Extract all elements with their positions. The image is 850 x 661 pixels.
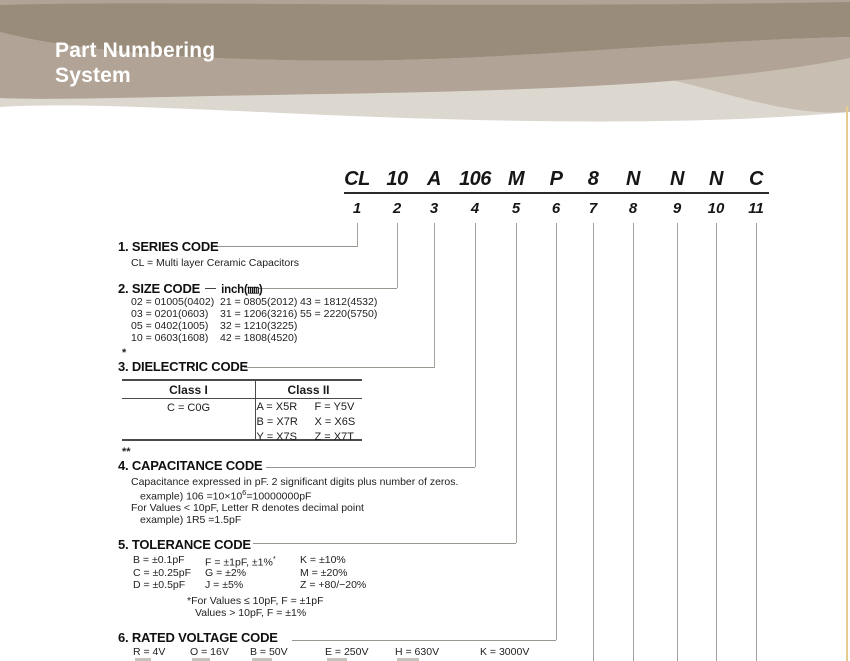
tolerance-entry: D = ±0.5pF <box>133 579 186 591</box>
part-code-8: N <box>626 168 640 190</box>
leader-line-7 <box>593 223 594 661</box>
part-code-7: 8 <box>587 168 599 190</box>
class2-entry: A = X5R <box>256 401 298 413</box>
position-number-3: 3 <box>429 200 439 217</box>
capacitance-example2: example) 1R5 =1.5pF <box>140 514 242 526</box>
capacitance-example1-sup: 6 <box>242 488 247 497</box>
tolerance-entry: K = ±10% <box>300 554 346 566</box>
connector-dielectric <box>244 367 434 368</box>
position-number-8: 8 <box>628 200 638 217</box>
size-entry <box>300 332 400 344</box>
connector-series <box>214 246 357 247</box>
leader-line-2 <box>397 223 398 288</box>
dielectric-table <box>122 379 362 441</box>
class2-entry: Z = X7T <box>314 431 354 443</box>
connector-capacitance <box>266 467 475 468</box>
size-entry: 31 = 1206(3216) <box>220 308 298 320</box>
page-title <box>55 38 215 88</box>
size-code-table <box>131 296 400 344</box>
part-code-3: A <box>427 168 441 190</box>
size-entry: 42 = 1808(4520) <box>220 332 298 344</box>
position-number-9: 9 <box>672 200 682 217</box>
leader-line-9 <box>677 223 678 661</box>
size-entry: 43 = 1812(4532) <box>300 296 378 308</box>
dielectric-table-body <box>122 399 362 443</box>
voltage-entry: B = 50V <box>250 646 288 658</box>
position-number-11: 11 <box>748 200 764 217</box>
size-entry <box>300 320 400 332</box>
leader-line-8 <box>633 223 634 661</box>
class1-header: Class I <box>122 381 256 398</box>
tolerance-table <box>133 554 420 592</box>
tolerance-note1: *For Values ≤ 10pF, F = ±1pF <box>187 595 324 607</box>
capacitance-example1-b: =10000000pF <box>246 490 312 503</box>
page-title-line2: System <box>55 64 131 87</box>
part-code-5: M <box>507 168 525 190</box>
position-number-10: 10 <box>707 200 725 217</box>
leader-line-1 <box>357 223 358 247</box>
voltage-code-title: 6. RATED VOLTAGE CODE <box>118 630 278 645</box>
leader-line-5 <box>516 223 517 543</box>
class2-entry: X = X6S <box>314 416 356 428</box>
part-code-4: 106 <box>459 168 491 190</box>
connector-tolerance <box>253 543 516 544</box>
class2-header: Class II <box>287 383 330 397</box>
part-code-underline <box>344 192 769 194</box>
part-code-6: P <box>549 168 563 190</box>
capacitance-line2: For Values < 10pF, Letter R denotes decimal point <box>131 502 364 514</box>
voltage-entry: R = 4V <box>133 646 166 658</box>
part-code-9: N <box>670 168 684 190</box>
part-code-1: CL <box>344 168 370 190</box>
position-number-1: 1 <box>352 200 362 217</box>
page-title-line1: Part Numbering <box>55 39 216 62</box>
connector-voltage <box>292 640 556 641</box>
size-entry: 02 = 01005(0402) <box>131 296 215 308</box>
tolerance-entry: G = ±2% <box>205 566 247 579</box>
size-code-title <box>118 281 263 297</box>
tolerance-entry-f-sup: * <box>272 554 276 563</box>
class2-entry: F = Y5V <box>314 401 355 413</box>
position-number-4: 4 <box>470 200 480 217</box>
position-number-5: 5 <box>511 200 521 217</box>
part-code-10: N <box>709 168 723 190</box>
tolerance-entry: B = ±0.1pF <box>133 554 185 566</box>
capacitance-code-title: 4. CAPACITANCE CODE <box>118 458 263 473</box>
tolerance-note2: Values > 10pF, F = ±1% <box>195 607 307 619</box>
position-number-7: 7 <box>588 200 598 217</box>
class2-entries <box>256 399 361 443</box>
class2-row <box>256 429 361 444</box>
voltage-entry: H = 630V <box>395 646 440 658</box>
dielectric-footnote-marker: * <box>122 347 127 359</box>
tolerance-entry-f: F = ±1pF, ±1% <box>205 556 273 569</box>
class2-row <box>256 399 361 414</box>
size-entry: 10 = 0603(1608) <box>131 332 209 344</box>
part-code-2: 10 <box>386 168 408 190</box>
dielectric-table-header <box>122 381 362 399</box>
capacitance-example1 <box>140 488 311 503</box>
voltage-entry: K = 3000V <box>480 646 530 658</box>
tolerance-entry: M = ±20% <box>300 566 348 579</box>
size-entry: 32 = 1210(3225) <box>220 320 298 332</box>
size-entry: 03 = 0201(0603) <box>131 308 209 320</box>
size-code-unit: inch(㎜) <box>221 284 263 296</box>
capacitance-line1: Capacitance expressed in pF. 2 significant digits plus number of zeros. <box>131 476 459 488</box>
tolerance-code-title: 5. TOLERANCE CODE <box>118 537 251 552</box>
class2-entry: B = X7R <box>256 416 298 428</box>
title-dash <box>205 288 216 289</box>
voltage-entry: O = 16V <box>190 646 229 658</box>
size-code-title-text: 2. SIZE CODE <box>118 281 201 296</box>
class2-entry: Y = X7S <box>256 431 297 443</box>
leader-line-6 <box>556 223 557 640</box>
page-edge-accent-line <box>846 106 848 661</box>
leader-line-4 <box>475 223 476 467</box>
capacitance-footnote-marker: ** <box>122 446 131 458</box>
size-entry: 55 = 2220(5750) <box>300 308 378 320</box>
tolerance-entry: C = ±0.25pF <box>133 566 192 579</box>
size-entry: 05 = 0402(1005) <box>131 320 209 332</box>
tolerance-entry <box>205 554 300 567</box>
connector-size <box>258 288 397 289</box>
capacitance-example1-a: example) 106 =10×10 <box>140 490 243 503</box>
part-code-11: C <box>749 168 763 190</box>
position-number-6: 6 <box>551 200 561 217</box>
size-entry: 21 = 0805(2012) <box>220 296 298 308</box>
leader-line-11 <box>756 223 757 661</box>
position-number-2: 2 <box>392 200 402 217</box>
series-code-description: CL = Multi layer Ceramic Capacitors <box>131 257 299 269</box>
dielectric-code-title: 3. DIELECTRIC CODE <box>118 359 249 374</box>
voltage-entry: E = 250V <box>325 646 369 658</box>
tolerance-entry: J = ±5% <box>205 579 244 591</box>
series-code-title: 1. SERIES CODE <box>118 239 219 254</box>
class1-entry: C = C0G <box>122 399 256 440</box>
tolerance-entry: Z = +80/−20% <box>300 579 367 591</box>
leader-line-10 <box>716 223 717 661</box>
class2-row <box>256 414 361 429</box>
leader-line-3 <box>434 223 435 368</box>
